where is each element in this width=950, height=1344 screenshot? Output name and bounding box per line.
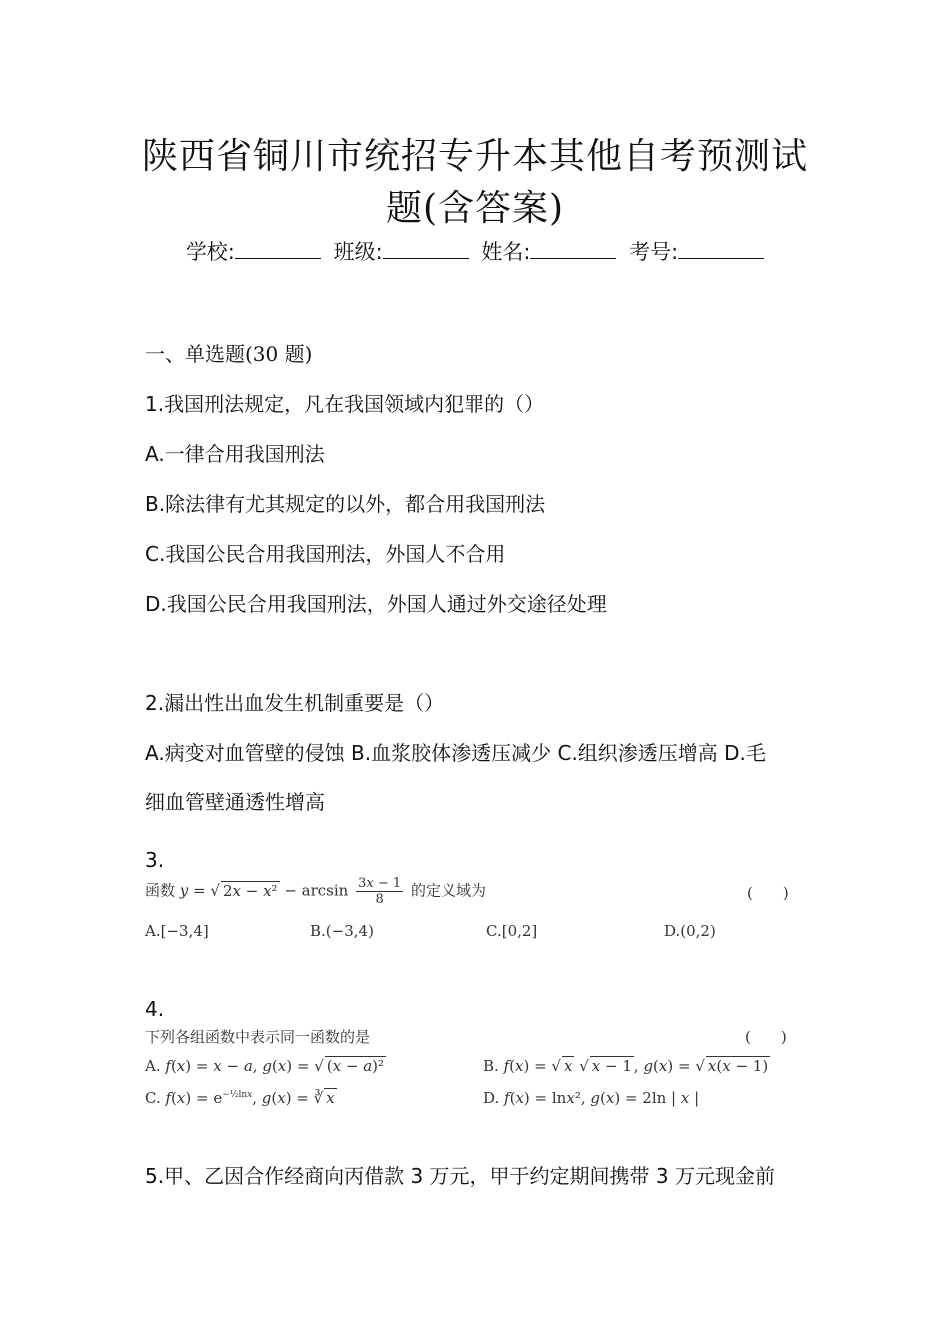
question-3-option-a: A.[−3,4]: [145, 922, 209, 940]
question-1-option-a: A.一律合用我国刑法: [145, 442, 325, 466]
question-2-options-line-1: A.病变对血管壁的侵蚀 B.血浆胶体渗透压减少 C.组织渗透压增高 D.毛: [145, 741, 766, 765]
question-3-answer-paren: ( ): [747, 884, 789, 902]
exam-number-field: [629, 240, 764, 264]
question-3-option-d: D.(0,2): [664, 922, 716, 940]
school-label: 学校:: [185, 240, 235, 264]
question-4-stem: 下列各组函数中表示同一函数的是: [145, 1028, 371, 1046]
class-label: 班级:: [333, 240, 383, 264]
question-4-option-c: C. $f(x) = e^{-\frac{1}{2}lnx}$, g(x) = ∛ x: [145, 1089, 335, 1107]
question-5-stem: 5.甲、乙因合作经商向丙借款 3 万元，甲于约定期间携带 3 万元现金前: [145, 1164, 775, 1188]
name-field: [481, 240, 616, 264]
school-blank[interactable]: [235, 240, 321, 259]
page-title-continued: 题(含答案): [385, 188, 565, 229]
question-2-stem: 2.漏出性出血发生机制重要是（）: [145, 691, 445, 715]
page-title: 陕西省铜川市统招专升本其他自考预测试: [141, 136, 808, 177]
name-label: 姓名:: [481, 240, 531, 264]
name-blank[interactable]: [530, 240, 616, 259]
question-4-option-d: D. f(x) = lnx², g(x) = 2ln | x |: [483, 1089, 700, 1107]
question-3-formula: 函数 y = √ 2x − x² − arcsin $\frac{3x - 1}{8}$ 的定义域为: [145, 876, 486, 907]
section-heading: 一、单选题(30 题): [145, 342, 313, 366]
question-4-option-b: B. f(x) = √ x √ x − 1 , g(x) = √ x(x − 1): [483, 1057, 769, 1075]
question-4-option-a: A. f(x) = x − a, g(x) = √ (x − a)²: [145, 1057, 385, 1075]
student-info-row: [0, 236, 950, 266]
question-2-options-line-2: 细血管壁通透性增高: [145, 790, 325, 814]
question-3-prefix: 函数: [145, 881, 176, 900]
question-1-stem: 1.我国刑法规定，凡在我国领域内犯罪的（）: [145, 392, 545, 416]
question-1-option-b: B.除法律有尤其规定的以外，都合用我国刑法: [145, 492, 546, 516]
question-3-image: [145, 872, 805, 947]
class-field: [334, 240, 469, 264]
exam-number-blank[interactable]: [678, 240, 764, 259]
school-field: [186, 240, 321, 264]
question-1-option-c: C.我国公民合用我国刑法，外国人不合用: [145, 542, 506, 566]
class-blank[interactable]: [383, 240, 469, 259]
question-3-option-b: B.(−3,4): [310, 922, 374, 940]
question-1-option-d: D.我国公民合用我国刑法，外国人通过外交途径处理: [145, 592, 607, 616]
exam-number-label: 考号:: [629, 240, 679, 264]
question-4-number: 4.: [145, 997, 165, 1021]
question-4-image: [145, 1024, 805, 1114]
question-3-number: 3.: [145, 848, 165, 872]
question-3-option-c: C.[0,2]: [486, 922, 538, 940]
question-3-suffix: 的定义域为: [410, 881, 486, 900]
question-4-answer-paren: ( ): [745, 1028, 787, 1046]
